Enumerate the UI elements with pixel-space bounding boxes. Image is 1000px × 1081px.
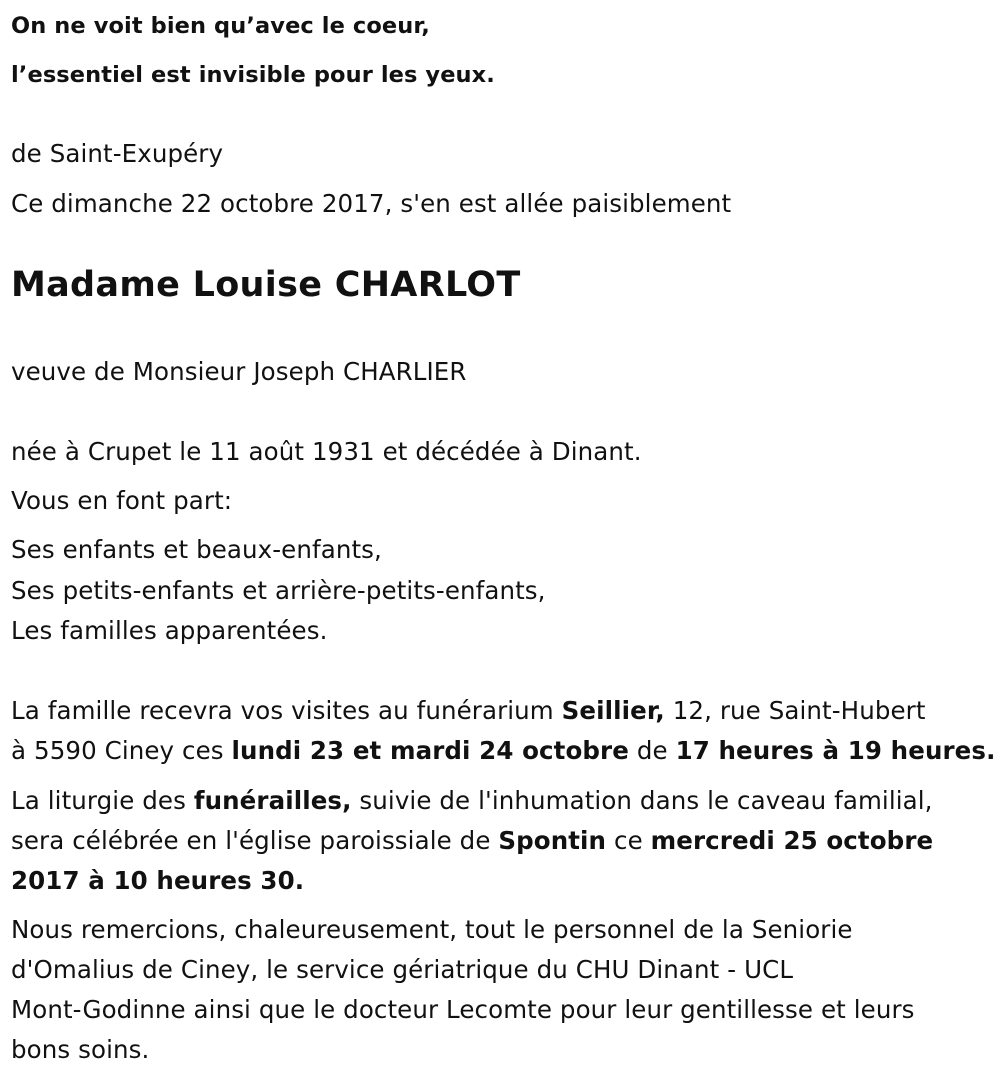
funeral-line-1 <box>11 781 933 821</box>
visits-line-2 <box>11 731 995 771</box>
visits-dates: lundi 23 et mardi 24 octobre <box>231 736 629 765</box>
quote-line-2: l’essentiel est invisible pour les yeux. <box>11 62 495 88</box>
thanks-line-3: Mont-Godinne ainsi que le docteur Lecomte pour leur gentillesse et leurs <box>11 995 915 1024</box>
funeral-date: mercredi 25 octobre <box>650 826 934 855</box>
visits-city: à 5590 Ciney ces <box>11 736 232 765</box>
visits-line-1 <box>11 691 926 731</box>
funeral-home-name: Seillier, <box>561 696 665 725</box>
funeral-church: sera célébrée en l'église paroissiale de <box>11 826 499 855</box>
family-line-3: Les familles apparentées. <box>11 616 328 645</box>
announcement: Vous en font part: <box>11 486 233 515</box>
visits-hours: 17 heures à 19 heures. <box>675 736 996 765</box>
visits-text: La famille recevra vos visites au funérarium <box>11 696 562 725</box>
quote-line-1: On ne voit bien qu’avec le coeur, <box>11 13 430 39</box>
funeral-line-2 <box>11 821 933 861</box>
funeral-keyword: funérailles, <box>193 786 352 815</box>
family-line-2: Ses petits-enfants et arrière-petits-enfants, <box>11 576 546 605</box>
funeral-time: 2017 à 10 heures 30. <box>11 866 305 895</box>
funeral-connector: ce <box>606 826 651 855</box>
thanks-line-1: Nous remercions, chaleureusement, tout le personnel de la Seniorie <box>11 915 853 944</box>
quote-author: de Saint-Exupéry <box>11 139 224 168</box>
intro-text: Ce dimanche 22 octobre 2017, s'en est allée paisiblement <box>11 189 732 218</box>
family-line-1: Ses enfants et beaux-enfants, <box>11 535 382 564</box>
thanks-line-4: bons soins. <box>11 1035 150 1064</box>
deceased-name: Madame Louise CHARLOT <box>11 265 521 305</box>
visits-address: 12, rue Saint-Hubert <box>664 696 926 725</box>
widow-of: veuve de Monsieur Joseph CHARLIER <box>11 357 467 386</box>
birth-death: née à Crupet le 11 août 1931 et décédée à Dinant. <box>11 437 642 466</box>
thanks-line-2: d'Omalius de Ciney, le service gériatrique du CHU Dinant - UCL <box>11 955 794 984</box>
funeral-location: Spontin <box>498 826 607 855</box>
funeral-text: La liturgie des <box>11 786 194 815</box>
funeral-line-3 <box>11 861 304 901</box>
visits-connector: de <box>628 736 676 765</box>
funeral-burial: suivie de l'inhumation dans le caveau familial, <box>351 786 933 815</box>
